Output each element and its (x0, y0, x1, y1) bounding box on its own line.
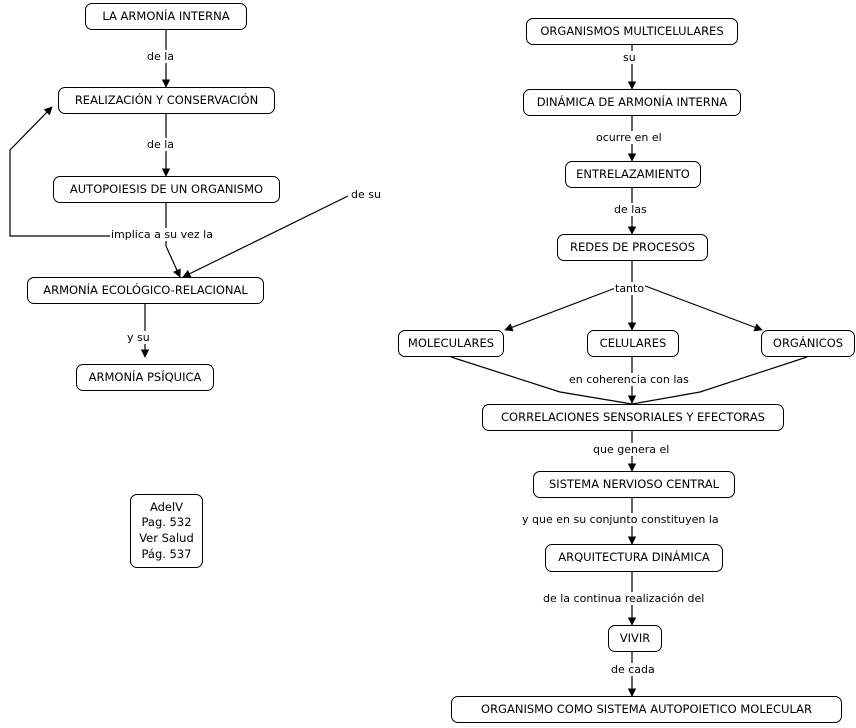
node-sistema-nervioso-central[interactable] (533, 471, 735, 498)
node-label: CORRELACIONES SENSORIALES Y EFECTORAS (501, 409, 765, 424)
node-label: ARMONÍA ECOLÓGICO-RELACIONAL (43, 282, 248, 297)
edge-label-en-coherencia-con-las: en coherencia con las (569, 373, 689, 386)
edge-label-de-la-1: de la (147, 50, 175, 63)
node-organicos[interactable] (761, 330, 855, 357)
edge-label-implica-a-su-vez-la: implica a su vez la (111, 228, 213, 241)
node-label: ARQUITECTURA DINÁMICA (558, 550, 710, 565)
node-armonia-ecologico-relacional[interactable] (27, 277, 264, 304)
reference-note (130, 494, 203, 568)
note-line-4: Pág. 537 (141, 546, 192, 561)
edge-label-su: su (623, 51, 636, 64)
node-organismos-multicelulares[interactable] (526, 18, 738, 45)
node-label: CELULARES (599, 335, 667, 350)
node-correlaciones-sensoriales-y-efectoras[interactable] (482, 404, 784, 431)
node-redes-de-procesos[interactable] (557, 234, 708, 261)
edge-label-de-cada: de cada (611, 663, 655, 676)
node-label: DINÁMICA DE ARMONÍA INTERNA (536, 94, 728, 109)
node-moleculares[interactable] (398, 330, 504, 357)
edge-label-y-que-en-su-conjunto-constituyen-la: y que en su conjunto constituyen la (522, 513, 719, 526)
edge-label-de-la-continua-realizacion-del: de la continua realización del (543, 592, 705, 605)
node-label: LA ARMONÍA INTERNA (102, 8, 230, 23)
edge-n9-n10 (505, 284, 626, 330)
note-line-2: Pag. 532 (141, 515, 192, 530)
node-label: ORGANISMOS MULTICELULARES (540, 23, 724, 38)
edge-label-tanto: tanto (615, 282, 645, 295)
note-line-3: Ver Salud (139, 531, 194, 545)
edge-label-de-su: de su (351, 188, 381, 201)
node-label: VIVIR (619, 630, 651, 645)
node-label: REALIZACIÓN Y CONSERVACIÓN (74, 92, 259, 107)
edge-n4-n2 (10, 107, 110, 236)
node-armonia-psiquica[interactable] (76, 364, 214, 391)
node-entrelazamiento[interactable] (565, 161, 701, 188)
edge-label-de-la-2: de la (147, 138, 175, 151)
edge-label-que-genera-el: que genera el (593, 443, 670, 456)
edge-n9-n12 (640, 284, 762, 330)
node-vivir[interactable] (608, 625, 662, 652)
node-label: SISTEMA NERVIOSO CENTRAL (549, 476, 719, 491)
node-label: AUTOPOIESIS DE UN ORGANISMO (69, 181, 264, 196)
node-label: ENTRELAZAMIENTO (576, 166, 690, 181)
node-realizacion-y-conservacion[interactable] (58, 87, 275, 114)
node-label: ARMONÍA PSÍQUICA (88, 369, 202, 384)
edge-label-de-las: de las (614, 203, 647, 216)
note-line-1: AdelV (149, 499, 184, 514)
node-label: MOLECULARES (407, 335, 495, 350)
node-la-armonia-interna[interactable] (85, 3, 247, 30)
edge-label-y-su: y su (127, 331, 150, 344)
node-label: ORGANISMO COMO SISTEMA AUTOPOIETICO MOLECULAR (481, 701, 812, 716)
node-label: REDES DE PROCESOS (569, 239, 696, 254)
edge-label-ocurre-en-el: ocurre en el (596, 131, 662, 144)
node-label: ORGÁNICOS (772, 335, 844, 350)
node-celulares[interactable] (587, 330, 679, 357)
node-autopoiesis-de-un-organismo[interactable] (53, 176, 280, 203)
node-organismo-como-sistema-autopoietico-molecular[interactable] (451, 696, 842, 723)
node-dinamica-de-armonia-interna[interactable] (523, 89, 741, 116)
node-arquitectura-dinamica[interactable] (545, 544, 723, 572)
